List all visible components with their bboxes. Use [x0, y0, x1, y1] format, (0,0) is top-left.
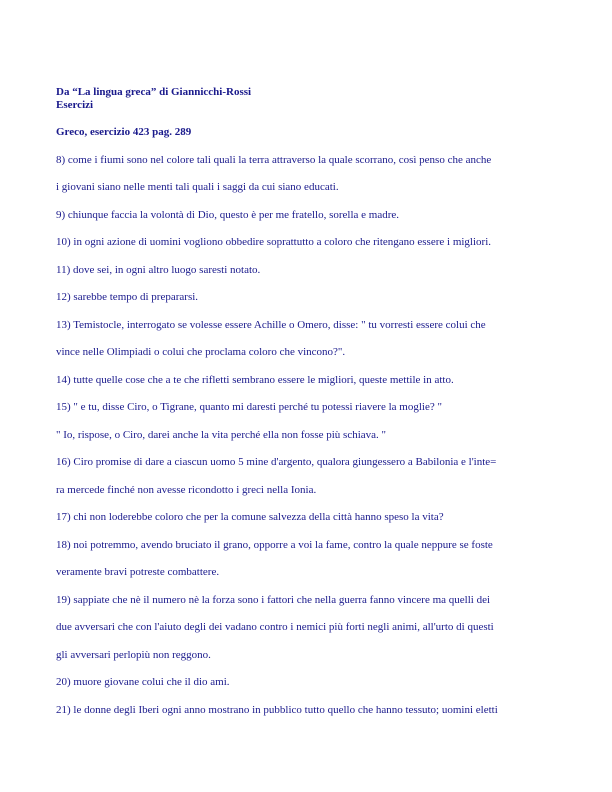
text-line: 13) Temistocle, interrogato se volesse essere Achille o Omero, disse: " tu vorresti essere colui che: [56, 319, 486, 331]
text-line: 12) sarebbe tempo di prepararsi.: [56, 291, 199, 303]
text-line: gli avversari perlopiù non reggono.: [56, 649, 211, 661]
section-title: Esercizi: [56, 99, 94, 111]
text-line: " Io, rispose, o Ciro, darei anche la vita perché ella non fosse più schiava. ": [56, 429, 387, 441]
text-line: due avversari che con l'aiuto degli dei vadano contro i nemici più forti negli animi, all'urto di questi: [56, 621, 494, 633]
text-line: 16) Ciro promise di dare a ciascun uomo 5 mine d'argento, qualora giungessero a Babilonia e l'inte=: [56, 456, 497, 468]
text-line: 8) come i fiumi sono nel colore tali quali la terra attraverso la quale scorrano, così penso che anche: [56, 154, 492, 166]
text-line: 18) noi potremmo, avendo bruciato il grano, opporre a voi la fame, contro la quale neppure se foste: [56, 539, 493, 551]
text-line: 17) chi non loderebbe coloro che per la comune salvezza della città hanno speso la vita?: [56, 511, 444, 523]
text-line: 21) le donne degli Iberi ogni anno mostrano in pubblico tutto quello che hanno tessuto; uomini eletti: [56, 704, 498, 716]
exercise-title: Greco, esercizio 423 pag. 289: [56, 126, 192, 138]
text-line: i giovani siano nelle menti tali quali i saggi da cui siano educati.: [56, 181, 339, 193]
text-line: veramente bravi potreste combattere.: [56, 566, 220, 578]
text-line: 15) " e tu, disse Ciro, o Tigrane, quanto mi daresti perché tu potessi riavere la moglie? ": [56, 401, 442, 413]
text-line: 14) tutte quelle cose che a te che rifletti sembrano essere le migliori, queste mettile in atto.: [56, 374, 454, 386]
text-line: 9) chiunque faccia la volontà di Dio, questo è per me fratello, sorella e madre.: [56, 209, 400, 221]
text-line: 19) sappiate che nè il numero nè la forza sono i fattori che nella guerra fanno vincere ma quelli dei: [56, 594, 491, 606]
text-line: 20) muore giovane colui che il dio ami.: [56, 676, 230, 688]
text-line: vince nelle Olimpiadi o colui che proclama coloro che vincono?".: [56, 346, 346, 358]
text-line: 11) dove sei, in ogni altro luogo saresti notato.: [56, 264, 261, 276]
text-line: 10) in ogni azione di uomini vogliono obbedire soprattutto a coloro che ritengano essere i migliori.: [56, 236, 492, 248]
source-title: Da “La lingua greca” di Giannicchi-Rossi: [56, 86, 252, 98]
text-line: ra mercede finché non avesse ricondotto i greci nella Ionia.: [56, 484, 317, 496]
